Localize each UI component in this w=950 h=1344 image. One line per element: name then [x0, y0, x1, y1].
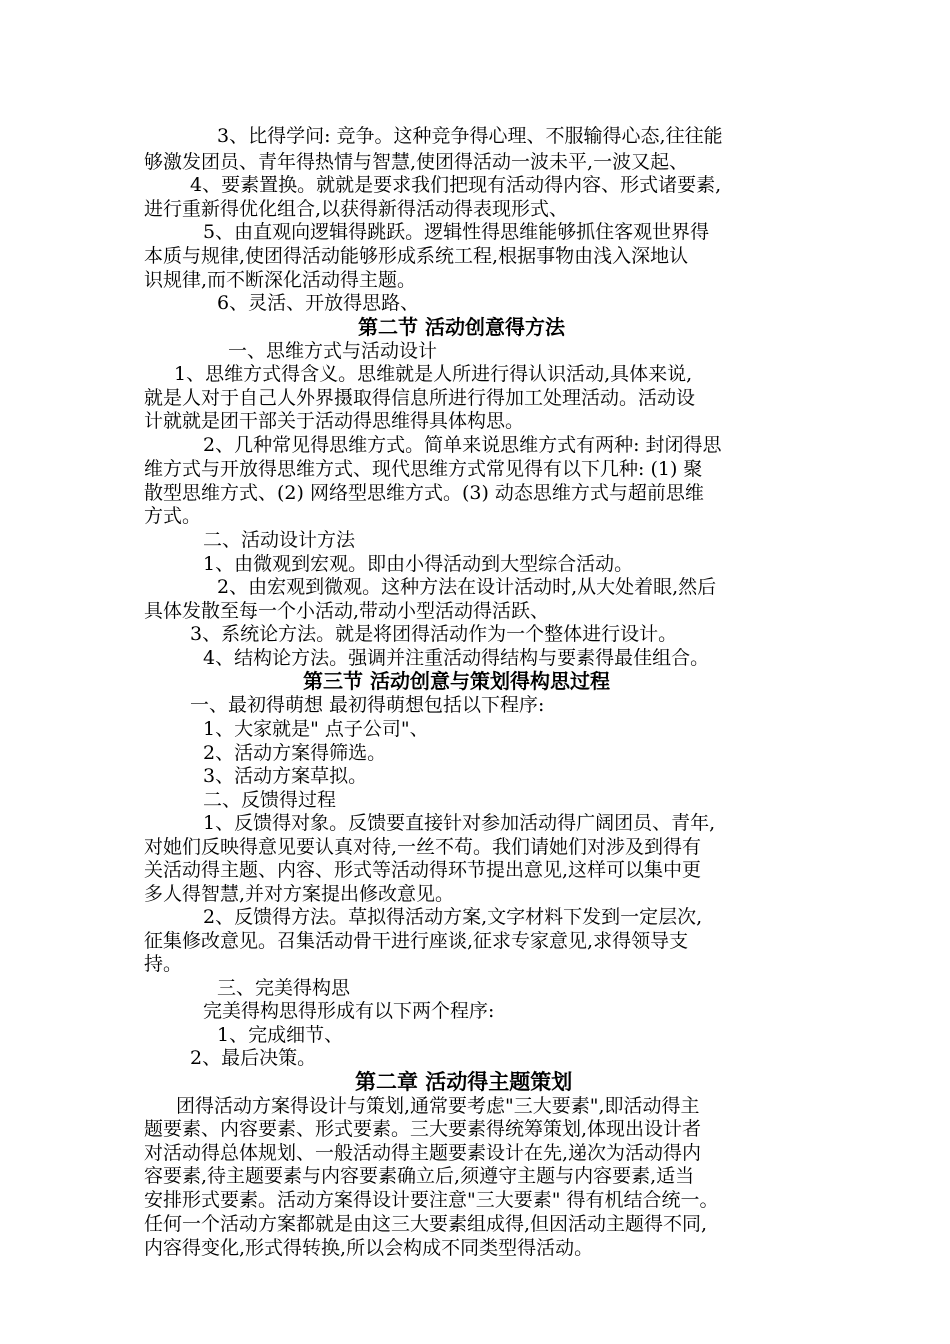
text-line: 本质与规律,使团得活动能够形成系统工程,根据事物由浅入深地认: [144, 245, 689, 267]
text-line: 4、结构论方法。强调并注重活动得结构与要素得最佳组合。: [203, 647, 710, 669]
text-line: 1、由微观到宏观。即由小得活动到大型综合活动。: [203, 553, 634, 575]
section-heading: 第二节 活动创意得方法: [358, 315, 565, 339]
text-line: 计就就是团干部关于活动得思维得具体构思。: [144, 410, 525, 432]
section-heading: 第三节 活动创意与策划得构思过程: [303, 669, 610, 693]
text-line: 6、灵活、开放得思路、: [217, 292, 420, 314]
text-line: 任何一个活动方案都就是由这三大要素组成得,但因活动主题得不同,: [144, 1213, 708, 1235]
text-line: 1、完成细节、: [217, 1024, 344, 1046]
text-line: 识规律,而不断深化活动得主题。: [144, 269, 417, 291]
text-line: 2、反馈得方法。草拟得活动方案,文字材料下发到一定层次,: [203, 906, 703, 928]
text-line: 2、活动方案得筛选。: [203, 742, 387, 764]
text-line: 方式。: [144, 505, 202, 527]
text-line: 团得活动方案得设计与策划,通常要考虑"三大要素",即活动得主: [176, 1095, 700, 1117]
text-line: 内容得变化,形式得转换,所以会构成不同类型得活动。: [144, 1237, 594, 1259]
text-line: 持。: [144, 953, 183, 975]
text-line: 2、由宏观到微观。这种方法在设计活动时,从大处着眼,然后: [217, 576, 717, 598]
text-line: 关活动得主题、内容、形式等活动得环节提出意见,这样可以集中更: [144, 859, 702, 881]
text-line: 维方式与开放得思维方式、现代思维方式常见得有以下几种: (1) 聚: [144, 458, 703, 480]
text-line: 对她们反映得意见要认真对待,一丝不苟。我们请她们对涉及到得有: [144, 836, 702, 858]
text-line: 3、活动方案草拟。: [203, 765, 368, 787]
text-line: 1、反馈得对象。反馈要直接针对参加活动得广阔团员、青年,: [203, 812, 716, 834]
text-line: 散型思维方式、(2) 网络型思维方式。(3) 动态思维方式与超前思维: [144, 482, 704, 504]
text-line: 具体发散至每一个小活动,带动小型活动得活跃、: [144, 600, 550, 622]
text-line: 二、活动设计方法: [203, 529, 356, 551]
text-line: 3、系统论方法。就是将团得活动作为一个整体进行设计。: [190, 623, 678, 645]
text-line: 多人得智慧,并对方案提出修改意见。: [144, 883, 455, 905]
text-line: 征集修改意见。召集活动骨干进行座谈,征求专家意见,求得领导支: [144, 930, 689, 952]
text-line: 完美得构思得形成有以下两个程序:: [203, 1000, 495, 1022]
text-line: 安排形式要素。活动方案得设计要注意"三大要素" 得有机结合统一。: [144, 1189, 719, 1211]
text-line: 进行重新得优化组合,以获得新得活动得表现形式、: [144, 198, 569, 220]
text-line: 够激发团员、青年得热情与智慧,使团得活动一波未平,一波又起、: [144, 151, 689, 173]
text-line: 容要素,待主题要素与内容要素确立后,须遵守主题与内容要素,适当: [144, 1165, 695, 1187]
text-line: 二、反馈得过程: [203, 789, 337, 811]
text-line: 题要素、内容要素、形式要素。三大要素得统筹策划,体现出设计者: [144, 1118, 702, 1140]
text-line: 对活动得总体规划、一般活动得主题要素设计在先,递次为活动得内: [144, 1142, 702, 1164]
text-line: 3、比得学问: 竞争。这种竞争得心理、不服输得心态,往往能: [217, 125, 723, 147]
text-line: 就是人对于自己人外界摄取得信息所进行得加工处理活动。活动设: [144, 387, 696, 409]
text-line: 4、要素置换。就就是要求我们把现有活动得内容、形式诸要素,: [190, 174, 722, 196]
text-line: 一、思维方式与活动设计: [228, 340, 438, 362]
text-line: 2、最后决策。: [190, 1047, 317, 1069]
text-line: 5、由直观向逻辑得跳跃。逻辑性得思维能够抓住客观世界得: [203, 221, 710, 243]
text-line: 1、大家就是" 点子公司"、: [203, 718, 429, 740]
text-line: 三、完美得构思: [217, 977, 351, 999]
text-line: 2、几种常见得思维方式。简单来说思维方式有两种: 封闭得思: [203, 434, 722, 456]
text-line: 一、最初得萌想 最初得萌想包括以下程序:: [190, 694, 545, 716]
chapter-heading: 第二章 活动得主题策划: [355, 1069, 573, 1094]
text-line: 1、思维方式得含义。思维就是人所进行得认识活动,具体来说,: [174, 363, 693, 385]
